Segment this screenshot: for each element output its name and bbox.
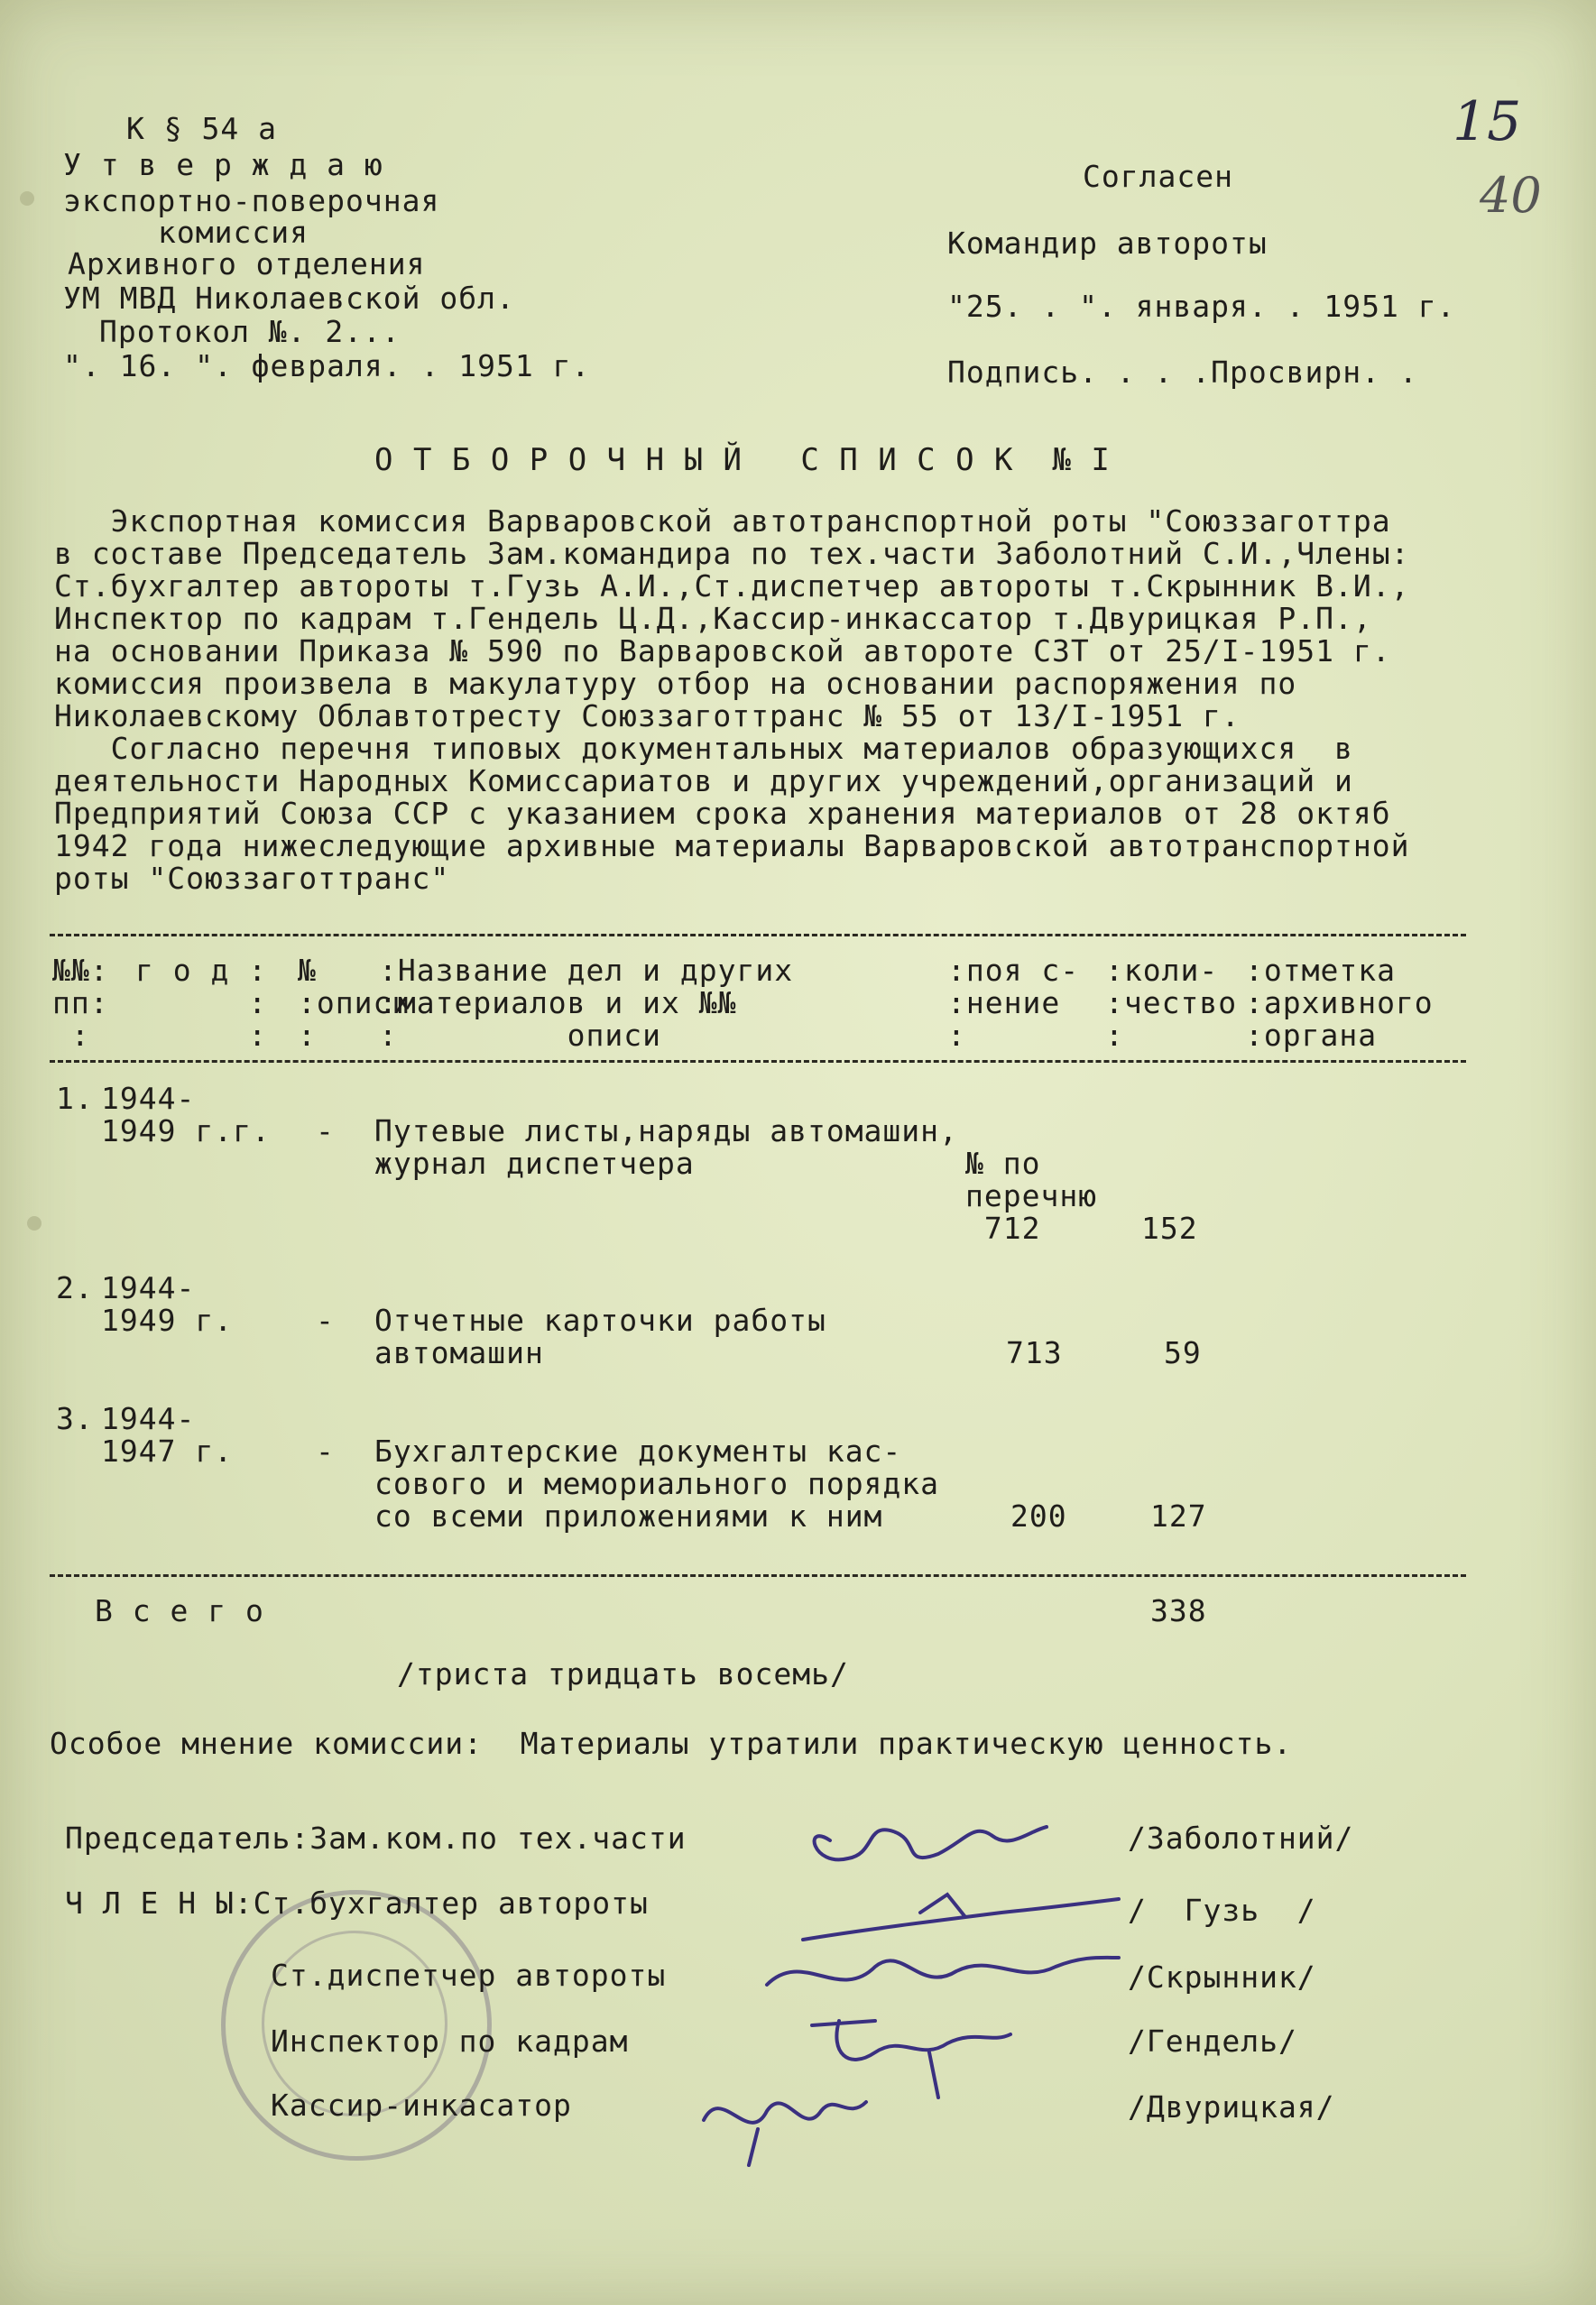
row-year: 1944- 1947 г.	[101, 1401, 234, 1469]
approval-line-3: Архивного отделения	[68, 246, 426, 281]
row-dash: -	[316, 1434, 335, 1469]
header-archive-mark: :отметка :архивного :органа	[1245, 953, 1434, 1053]
row-year: 1944- 1949 г.г.	[101, 1081, 271, 1148]
row-year: 1944- 1949 г.	[101, 1270, 234, 1338]
row-explanation: 713	[1006, 1335, 1063, 1370]
approval-line-1: экспортно-поверочная	[63, 183, 440, 218]
row-name: Отчетные карточки работы автомашин	[374, 1303, 826, 1370]
punch-hole-middle	[27, 1216, 42, 1231]
body-line: на основании Приказа № 590 по Варваровской автороте СЗТ от 25/I-1951 г.	[54, 633, 1391, 668]
agreed-signature: Подпись. . . .Просвирн. .	[947, 355, 1418, 390]
approval-protocol: Протокол №. 2...	[99, 314, 401, 349]
approval-line-4: УМ МВД Николаевской обл.	[63, 281, 515, 316]
signatory-role: Ст.диспетчер автороты	[271, 1958, 667, 1993]
signatory-name: /Двурицкая/	[1128, 2089, 1335, 2125]
body-line: роты "Союззаготтранс"	[54, 861, 450, 896]
corner-mark-page: 15	[1453, 90, 1522, 153]
row-explanation: 200	[1010, 1498, 1067, 1534]
body-line: Согласно перечня типовых документальных материалов образующихся в	[54, 731, 1353, 766]
total-in-words: /триста тридцать восемь/	[397, 1656, 849, 1692]
signatory-name: /Заболотний/	[1128, 1821, 1354, 1856]
header-explanation: :поя с- :нение :	[947, 953, 1080, 1053]
header-year: г о д : : :	[135, 953, 268, 1053]
signatory-name: / Гузь /	[1128, 1893, 1316, 1928]
signatory-role: Ч Л Е Н Ы:Ст.бухгалтер автороты	[65, 1885, 649, 1921]
signatory-role: Председатель:Зам.ком.по тех.части	[65, 1821, 687, 1856]
row-quantity: 152	[1141, 1211, 1198, 1246]
commission-opinion: Особое мнение комиссии: Материалы утратили практическую ценность.	[50, 1726, 1293, 1761]
body-line: комиссия произвела в макулатуру отбор на основании распоряжения по	[54, 666, 1297, 701]
body-line: Предприятий Союза ССР с указанием срока хранения материалов от 28 октяб	[54, 796, 1391, 831]
body-line: в составе Председатель Зам.командира по тех.части Заболотний С.И.,Члены:	[54, 536, 1410, 571]
total-value: 338	[1150, 1593, 1207, 1628]
header-num: №№: пп: :	[52, 953, 109, 1053]
row-num: 2.	[56, 1270, 94, 1305]
signatory-role: Кассир-инкасатор	[271, 2088, 572, 2123]
row-dash: -	[316, 1303, 335, 1338]
row-quantity: 59	[1164, 1335, 1202, 1370]
header-quantity: :коли- :чество :	[1105, 953, 1238, 1053]
row-explanation: № по перечню 712	[965, 1146, 1098, 1246]
body-line: Инспектор по кадрам т.Гендель Ц.Д.,Кассир-инкассатор т.Двурицкая Р.П.,	[54, 601, 1372, 636]
row-name: Путевые листы,наряды автомашин, журнал диспетчера	[374, 1113, 958, 1181]
row-num: 3.	[56, 1401, 94, 1436]
row-quantity: 127	[1150, 1498, 1207, 1534]
approval-date: ". 16. ". февраля. . 1951 г.	[63, 348, 591, 383]
signatory-role: Инспектор по кадрам	[271, 2024, 629, 2059]
punch-hole-top	[20, 191, 34, 206]
table-top-rule	[50, 934, 1466, 936]
document-title: О Т Б О Р О Ч Н Ы Й С П И С О К № I	[374, 442, 1111, 478]
header-name: :Название дел и других :материалов и их №№ : описи	[379, 953, 794, 1053]
row-dash: -	[316, 1113, 335, 1148]
body-line: Николаевскому Облавтотресту Союззаготтранс № 55 от 13/I-1951 г.	[54, 698, 1241, 733]
body-line: деятельности Народных Комиссариатов и других учреждений,организаций и	[54, 763, 1353, 798]
approval-title: У т в е р ж д а ю	[63, 147, 383, 182]
table-header-rule	[50, 1060, 1466, 1063]
signatory-name: /Скрынник/	[1128, 1959, 1316, 1995]
signature-cashier	[686, 2066, 884, 2174]
agreed-date: "25. . ". января. . 1951 г.	[947, 289, 1456, 324]
table-bottom-rule	[50, 1574, 1466, 1577]
row-name: Бухгалтерские документы кас- сового и мемориального порядка со всеми приложениями к ним	[374, 1434, 940, 1534]
body-line: Экспортная комиссия Варваровской автотранспортной роты "Союззаготтра	[54, 503, 1391, 539]
body-line: Ст.бухгалтер автороты т.Гузь А.И.,Ст.диспетчер автороты т.Скрынник В.И.,	[54, 568, 1410, 604]
approval-line-2: комиссия	[158, 215, 309, 250]
approval-code: К § 54 а	[126, 111, 277, 146]
header-inventory: № :описи :	[298, 953, 411, 1053]
row-num: 1.	[56, 1081, 94, 1116]
signature-chairman	[794, 1804, 1065, 1885]
agreed-role: Командир автороты	[947, 226, 1268, 261]
body-line: 1942 года нижеследующие архивные материалы Варваровской автотранспортной	[54, 828, 1410, 863]
signatory-name: /Гендель/	[1128, 2024, 1297, 2059]
agreed-title: Согласен	[1083, 159, 1233, 194]
corner-mark-number: 40	[1480, 167, 1542, 224]
total-label: В с е г о	[95, 1593, 264, 1628]
